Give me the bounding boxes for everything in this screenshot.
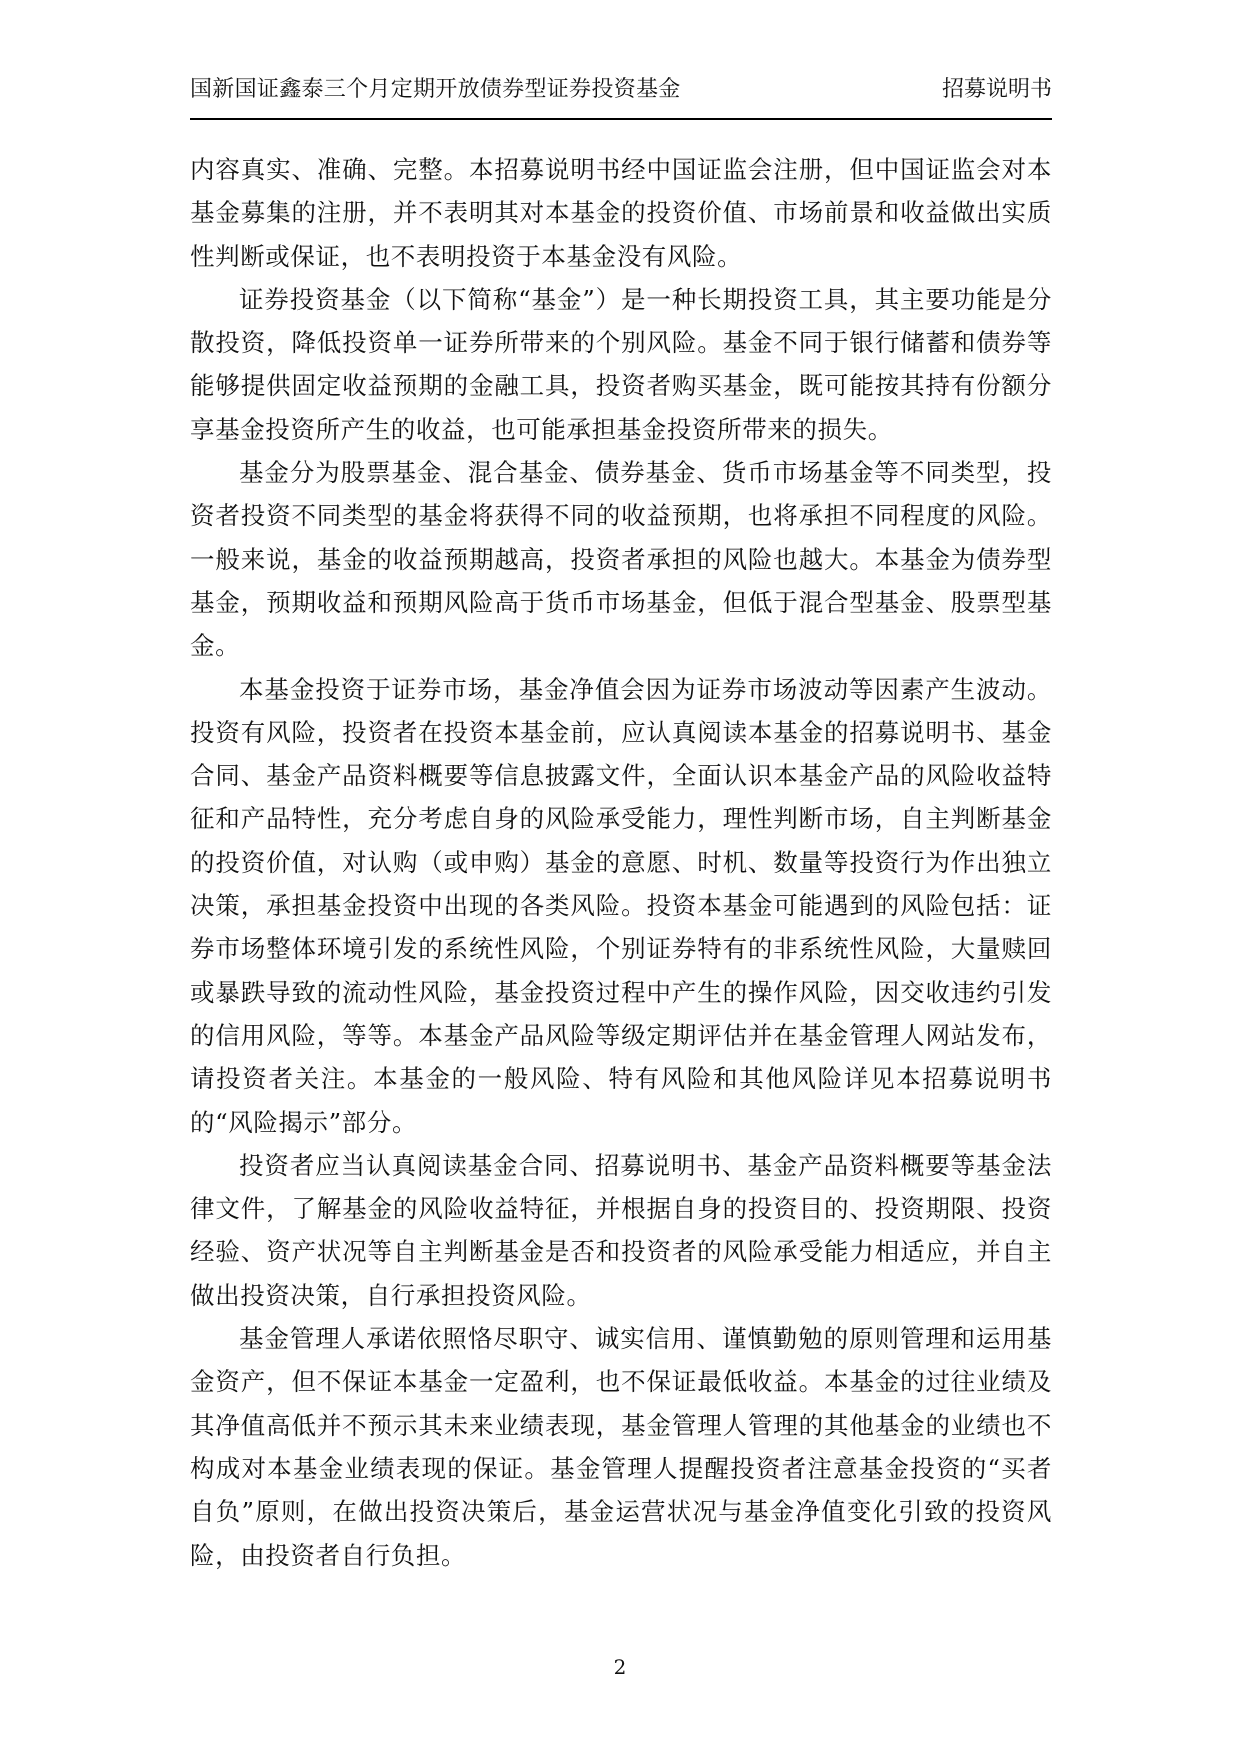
paragraph-manager-commitment: 基金管理人承诺依照恪尽职守、诚实信用、谨慎勤勉的原则管理和运用基金资产，但不保证本基金一定盈利，也不保证最低收益。本基金的过往业绩及其净值高低并不预示其未来业绩表现，基金管理人管理的其他基金的业绩也不构成对本基金业绩表现的保证。基金管理人提醒投资者注意基金投资的“买者自负”原则，在做出投资决策后，基金运营状况与基金净值变化引致的投资风险，由投资者自行负担。 — [190, 1324, 1052, 1570]
body-text — [190, 148, 1052, 1577]
paragraph-fund-definition: 证券投资基金（以下简称“基金”）是一种长期投资工具，其主要功能是分散投资，降低投资单一证券所带来的个别风险。基金不同于银行储蓄和债券等能够提供固定收益预期的金融工具，投资者购买基金，既可能按其持有份额分享基金投资所产生的收益，也可能承担基金投资所带来的损失。 — [190, 284, 1052, 444]
page-number: 2 — [613, 1655, 627, 1679]
document-title: 国新国证鑫泰三个月定期开放债券型证券投资基金 — [190, 77, 681, 102]
paragraph-market-risk: 本基金投资于证券市场，基金净值会因为证券市场波动等因素产生波动。投资有风险，投资者在投资本基金前，应认真阅读本基金的招募说明书、基金合同、基金产品资料概要等信息披露文件，全面认识本基金产品的风险收益特征和产品特性，充分考虑自身的风险承受能力，理性判断市场，自主判断基金的投资价值，对认购（或申购）基金的意愿、时机、数量等投资行为作出独立决策，承担基金投资中出现的各类风险。投资本基金可能遇到的风险包括：证券市场整体环境引发的系统性风险，个别证券特有的非系统性风险，大量赎回或暴跌导致的流动性风险，基金投资过程中产生的操作风险，因交收违约引发的信用风险，等等。本基金产品风险等级定期评估并在基金管理人网站发布，请投资者关注。本基金的一般风险、特有风险和其他风险详见本招募说明书的“风险揭示”部分。 — [190, 674, 1052, 1137]
paragraph-fund-types: 基金分为股票基金、混合基金、债券基金、货币市场基金等不同类型，投资者投资不同类型的基金将获得不同的收益预期，也将承担不同程度的风险。一般来说，基金的收益预期越高，投资者承担的风险也越大。本基金为债券型基金，预期收益和预期风险高于货币市场基金，但低于混合型基金、股票型基金。 — [190, 458, 1052, 661]
header-divider — [190, 118, 1052, 120]
paragraph-continuation: 内容真实、准确、完整。本招募说明书经中国证监会注册，但中国证监会对本基金募集的注册，并不表明其对本基金的投资价值、市场前景和收益做出实质性判断或保证，也不表明投资于本基金没有风险。 — [190, 155, 1052, 271]
paragraph-investor-reading: 投资者应当认真阅读基金合同、招募说明书、基金产品资料概要等基金法律文件，了解基金的风险收益特征，并根据自身的投资目的、投资期限、投资经验、资产状况等自主判断基金是否和投资者的风险承受能力相适应，并自主做出投资决策，自行承担投资风险。 — [190, 1150, 1052, 1310]
page-header — [190, 76, 1052, 116]
section-title: 招募说明书 — [941, 77, 1052, 102]
